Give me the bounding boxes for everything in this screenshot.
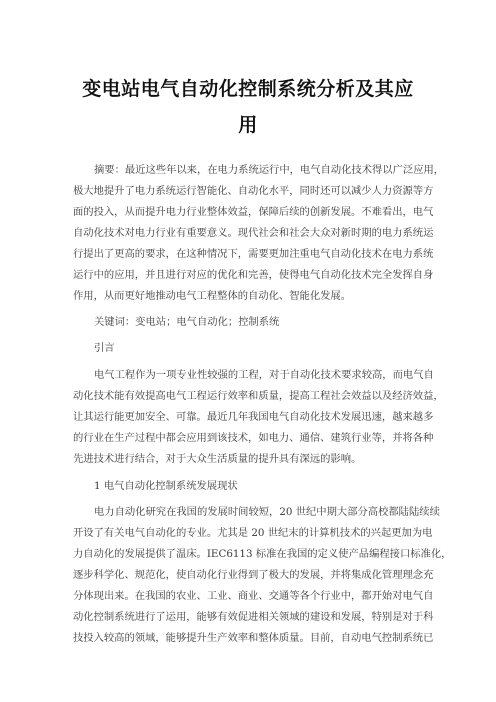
intro-line: 先进技术进行结合，对于大众生活质量的提升具有深远的影响。 bbox=[73, 453, 362, 465]
intro-line: 的行业在生产过程中都会应用到该技术，如电力、通信、建筑行业等，并将各种 bbox=[73, 432, 434, 444]
abstract-line: 极大地提升了电力系统运行智能化、自动化水平，同时还可以减少人力资源等方 bbox=[73, 185, 434, 197]
section-1-line: 逐步科学化、规范化，使自动化行业得到了极大的发展，并将集成化管理理念充 bbox=[73, 569, 434, 581]
abstract-line: 面的投入，从而提升电力行业整体效益，保障后续的创新发展。不难看出，电气 bbox=[73, 206, 434, 218]
keywords: 关键词：变电站；电气自动化；控制系统 bbox=[94, 316, 280, 328]
section-1-line: 分体现出来。在我国的农业、工业、商业、交通等各个行业中，都开始对电气自 bbox=[73, 590, 434, 602]
abstract-line: 行提出了更高的要求，在这种情况下，需要更加注重电气自动化技术在电力系统 bbox=[73, 248, 434, 260]
section-1-line: 电力自动化研究在我国的发展时间较短，20 世纪中期大部分高校都陆陆续续 bbox=[94, 506, 440, 518]
abstract-line: 作用，从而更好地推动电气工程整体的自动化、智能化发展。 bbox=[73, 290, 352, 302]
intro-line: 让其运行能更加安全、可靠。最近几年我国电气自动化技术发展迅速，越来越多 bbox=[73, 411, 434, 423]
section-1-line: 技投入较高的领域，能够提升生产效率和整体质量。目前，自动电气控制系统已 bbox=[73, 632, 434, 644]
title-line-2: 用 bbox=[238, 114, 258, 136]
section-1-heading: 1 电气自动化控制系统发展现状 bbox=[94, 480, 238, 492]
section-1-line: 开设了有关电气自动化的专业。尤其是 20 世纪末的计算机技术的兴起更加为电 bbox=[73, 527, 433, 539]
abstract-line: 运行中的应用，并且进行对应的优化和完善，使得电气自动化技术完全发挥自身 bbox=[73, 269, 434, 281]
abstract-line: 自动化技术对电力行业有重要意义。现代社会和社会大众对新时期的电力系统运 bbox=[73, 227, 434, 239]
intro-line: 电气工程作为一项专业性较强的工程，对于自动化技术要求较高，而电气自 bbox=[94, 369, 434, 381]
section-1-line: 动化控制系统进行了运用，能够有效促进相关领域的建设和发展，特别是对于科 bbox=[73, 611, 434, 623]
intro-heading: 引言 bbox=[94, 342, 115, 354]
section-1-line: 力自动化的发展提供了温床。IEC6113 标准在我国的定义使产品编程接口标准化， bbox=[73, 548, 452, 560]
abstract-line: 摘要：最近这些年以来，在电力系统运行中，电气自动化技术得以广泛应用， bbox=[94, 164, 445, 176]
intro-line: 动化技术能有效提高电气工程运行效率和质量，提高工程社会效益以及经济效益， bbox=[73, 390, 444, 402]
title-line-1: 变电站电气自动化控制系统分析及其应 bbox=[82, 78, 414, 100]
